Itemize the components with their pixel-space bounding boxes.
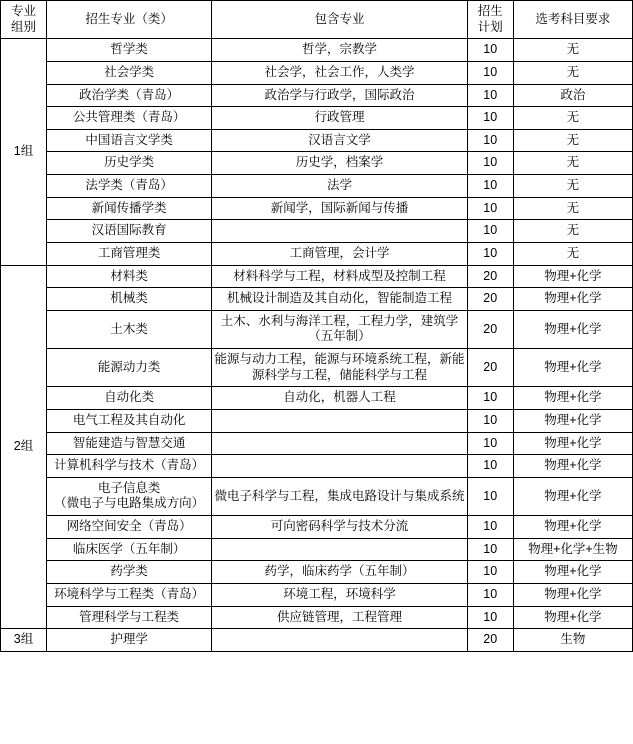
header-group-line2: 组别 xyxy=(11,19,37,34)
group-cell: 1组 xyxy=(1,39,47,265)
header-plan xyxy=(467,1,513,39)
group-cell: 3组 xyxy=(1,629,47,652)
table-row xyxy=(1,220,633,243)
plan-cell: 10 xyxy=(467,84,513,107)
subject-cell: 无 xyxy=(513,107,632,130)
subject-cell: 无 xyxy=(513,61,632,84)
major-name-cell: 电气工程及其自动化 xyxy=(47,409,212,432)
contains-cell: 材料科学与工程，材料成型及控制工程 xyxy=(212,265,467,288)
major-name-cell: 新闻传播学类 xyxy=(47,197,212,220)
major-name-cell: 工商管理类 xyxy=(47,242,212,265)
major-name-cell: 土木类 xyxy=(47,310,212,348)
table-row xyxy=(1,288,633,311)
contains-cell: 土木、水利与海洋工程，工程力学，建筑学（五年制） xyxy=(212,310,467,348)
table-row xyxy=(1,197,633,220)
contains-cell xyxy=(212,629,467,652)
subject-cell: 物理+化学 xyxy=(513,477,632,515)
major-name-cell: 政治学类（青岛） xyxy=(47,84,212,107)
table-row xyxy=(1,455,633,478)
subject-cell: 物理+化学 xyxy=(513,455,632,478)
header-group-line1: 专业 xyxy=(11,4,37,18)
plan-cell: 20 xyxy=(467,265,513,288)
major-name-cell: 环境科学与工程类（青岛） xyxy=(47,583,212,606)
contains-cell: 法学 xyxy=(212,175,467,198)
major-name-cell: 网络空间安全（青岛） xyxy=(47,516,212,539)
major-name-cell: 哲学类 xyxy=(47,39,212,62)
contains-cell: 社会学，社会工作，人类学 xyxy=(212,61,467,84)
major-name-cell: 公共管理类（青岛） xyxy=(47,107,212,130)
table-row xyxy=(1,175,633,198)
major-name-cell: 临床医学（五年制） xyxy=(47,538,212,561)
plan-cell: 10 xyxy=(467,61,513,84)
plan-cell: 10 xyxy=(467,538,513,561)
table-row xyxy=(1,265,633,288)
contains-cell: 可向密码科学与技术分流 xyxy=(212,516,467,539)
table-row xyxy=(1,152,633,175)
major-name-cell: 材料类 xyxy=(47,265,212,288)
major-name-cell: 法学类（青岛） xyxy=(47,175,212,198)
subject-cell: 物理+化学 xyxy=(513,432,632,455)
contains-cell: 能源与动力工程，能源与环境系统工程，新能源科学与工程，储能科学与工程 xyxy=(212,349,467,387)
contains-cell: 供应链管理，工程管理 xyxy=(212,606,467,629)
table-row xyxy=(1,349,633,387)
contains-cell: 环境工程，环境科学 xyxy=(212,583,467,606)
table-row xyxy=(1,629,633,652)
subject-cell: 政治 xyxy=(513,84,632,107)
plan-cell: 20 xyxy=(467,310,513,348)
subject-cell: 物理+化学 xyxy=(513,606,632,629)
major-name-cell: 汉语国际教育 xyxy=(47,220,212,243)
table-row xyxy=(1,583,633,606)
subject-cell: 生物 xyxy=(513,629,632,652)
plan-cell: 10 xyxy=(467,606,513,629)
major-name-cell: 能源动力类 xyxy=(47,349,212,387)
table-row xyxy=(1,310,633,348)
header-contains: 包含专业 xyxy=(212,1,467,39)
subject-cell: 物理+化学+生物 xyxy=(513,538,632,561)
contains-cell: 新闻学，国际新闻与传播 xyxy=(212,197,467,220)
plan-cell: 10 xyxy=(467,583,513,606)
plan-cell: 20 xyxy=(467,288,513,311)
plan-cell: 10 xyxy=(467,175,513,198)
table-row xyxy=(1,129,633,152)
table-header xyxy=(1,1,633,39)
contains-cell: 药学，临床药学（五年制） xyxy=(212,561,467,584)
subject-cell: 物理+化学 xyxy=(513,516,632,539)
subject-cell: 无 xyxy=(513,242,632,265)
table-row xyxy=(1,409,633,432)
contains-cell: 哲学，宗教学 xyxy=(212,39,467,62)
plan-cell: 10 xyxy=(467,409,513,432)
subject-cell: 物理+化学 xyxy=(513,387,632,410)
major-name-cell: 药学类 xyxy=(47,561,212,584)
table-row xyxy=(1,387,633,410)
contains-cell: 汉语言文学 xyxy=(212,129,467,152)
subject-cell: 物理+化学 xyxy=(513,265,632,288)
header-major: 招生专业（类） xyxy=(47,1,212,39)
table-row xyxy=(1,107,633,130)
subject-cell: 物理+化学 xyxy=(513,561,632,584)
header-plan-line2: 计划 xyxy=(477,19,503,34)
contains-cell: 工商管理，会计学 xyxy=(212,242,467,265)
subject-cell: 无 xyxy=(513,220,632,243)
contains-cell: 政治学与行政学，国际政治 xyxy=(212,84,467,107)
plan-cell: 10 xyxy=(467,477,513,515)
plan-cell: 20 xyxy=(467,629,513,652)
plan-cell: 10 xyxy=(467,242,513,265)
plan-cell: 10 xyxy=(467,197,513,220)
header-row xyxy=(1,1,633,39)
subject-cell: 无 xyxy=(513,152,632,175)
major-name-cell: 历史学类 xyxy=(47,152,212,175)
table-row xyxy=(1,561,633,584)
contains-cell: 自动化，机器人工程 xyxy=(212,387,467,410)
subject-cell: 物理+化学 xyxy=(513,310,632,348)
table-row xyxy=(1,84,633,107)
table-row xyxy=(1,477,633,515)
plan-cell: 10 xyxy=(467,39,513,62)
plan-cell: 10 xyxy=(467,220,513,243)
subject-cell: 无 xyxy=(513,39,632,62)
subject-cell: 物理+化学 xyxy=(513,409,632,432)
contains-cell: 机械设计制造及其自动化，智能制造工程 xyxy=(212,288,467,311)
plan-cell: 10 xyxy=(467,387,513,410)
table-row xyxy=(1,538,633,561)
plan-cell: 10 xyxy=(467,516,513,539)
subject-cell: 无 xyxy=(513,175,632,198)
contains-cell xyxy=(212,455,467,478)
subject-cell: 物理+化学 xyxy=(513,583,632,606)
contains-cell xyxy=(212,432,467,455)
plan-cell: 10 xyxy=(467,432,513,455)
major-name-cell: 电子信息类 （微电子与电路集成方向） xyxy=(47,477,212,515)
major-name-cell: 社会学类 xyxy=(47,61,212,84)
major-name-cell: 智能建造与智慧交通 xyxy=(47,432,212,455)
table-row xyxy=(1,242,633,265)
plan-cell: 10 xyxy=(467,107,513,130)
table-row xyxy=(1,606,633,629)
contains-cell: 微电子科学与工程，集成电路设计与集成系统 xyxy=(212,477,467,515)
header-plan-line1: 招生 xyxy=(477,4,503,18)
contains-cell: 行政管理 xyxy=(212,107,467,130)
plan-cell: 10 xyxy=(467,455,513,478)
major-name-cell: 自动化类 xyxy=(47,387,212,410)
subject-cell: 无 xyxy=(513,197,632,220)
plan-cell: 10 xyxy=(467,152,513,175)
major-name-cell: 计算机科学与技术（青岛） xyxy=(47,455,212,478)
major-name-cell: 护理学 xyxy=(47,629,212,652)
table-row xyxy=(1,432,633,455)
plan-cell: 10 xyxy=(467,129,513,152)
contains-cell: 历史学，档案学 xyxy=(212,152,467,175)
major-name-cell: 机械类 xyxy=(47,288,212,311)
header-group xyxy=(1,1,47,39)
contains-cell xyxy=(212,538,467,561)
contains-cell xyxy=(212,220,467,243)
subject-cell: 物理+化学 xyxy=(513,288,632,311)
table-row xyxy=(1,516,633,539)
header-subject: 选考科目要求 xyxy=(513,1,632,39)
group-cell: 2组 xyxy=(1,265,47,629)
major-name-cell: 管理科学与工程类 xyxy=(47,606,212,629)
table-row xyxy=(1,61,633,84)
table-row xyxy=(1,39,633,62)
subject-cell: 物理+化学 xyxy=(513,349,632,387)
major-name-cell: 中国语言文学类 xyxy=(47,129,212,152)
plan-cell: 20 xyxy=(467,349,513,387)
contains-cell xyxy=(212,409,467,432)
plan-cell: 10 xyxy=(467,561,513,584)
table-body xyxy=(1,39,633,652)
subject-cell: 无 xyxy=(513,129,632,152)
